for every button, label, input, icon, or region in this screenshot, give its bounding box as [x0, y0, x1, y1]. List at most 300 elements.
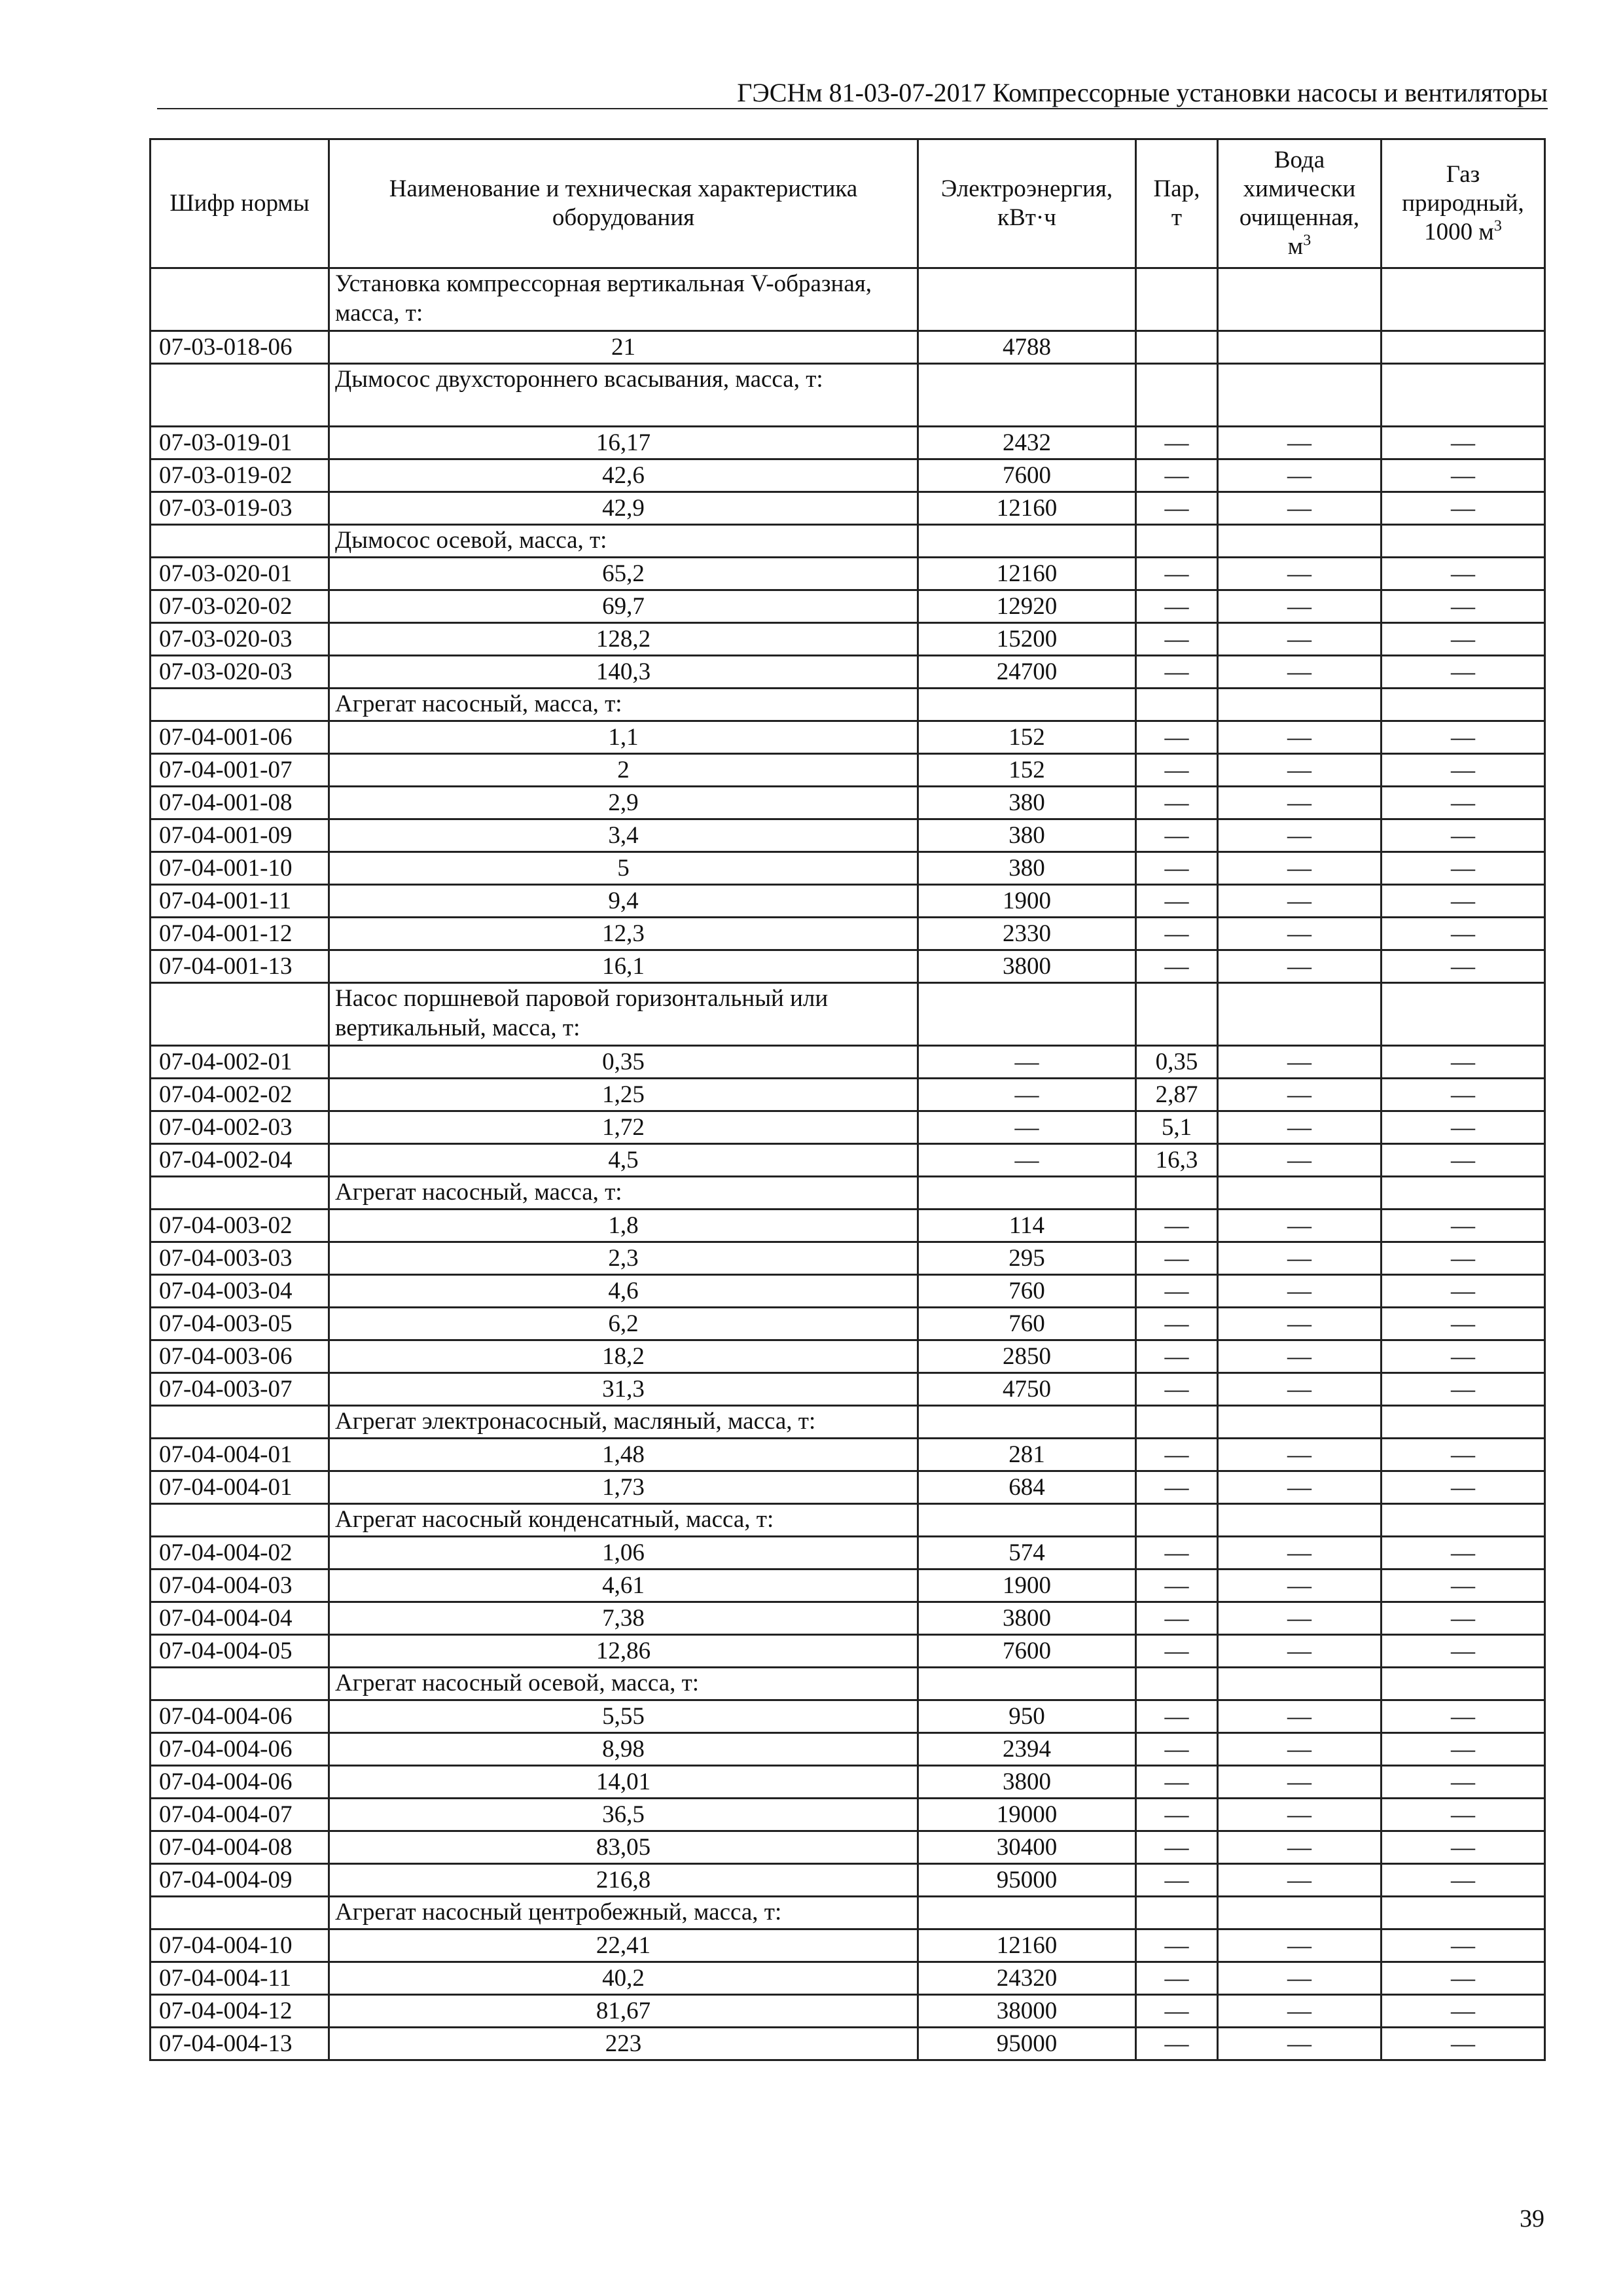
cell-code	[151, 689, 329, 721]
cell-water: —	[1218, 427, 1382, 459]
cell-mass: 3,4	[329, 819, 918, 852]
cell-mass: 1,06	[329, 1537, 918, 1570]
cell-water: —	[1218, 1602, 1382, 1635]
cell-steam: —	[1136, 1570, 1218, 1602]
cell-steam: —	[1136, 918, 1218, 950]
cell-water	[1218, 364, 1382, 427]
table-row	[151, 1373, 1545, 1406]
cell-mass: 12,86	[329, 1635, 918, 1668]
cell-power: 19000	[918, 1799, 1136, 1831]
cell-steam: —	[1136, 1995, 1218, 2028]
cell-steam: —	[1136, 1275, 1218, 1308]
cell-mass: 1,8	[329, 1210, 918, 1242]
section-title: Агрегат насосный, масса, т:	[329, 689, 918, 721]
table-row	[151, 1864, 1545, 1897]
cell-water: —	[1218, 1242, 1382, 1275]
cell-water: —	[1218, 1046, 1382, 1079]
cell-gas: —	[1382, 1700, 1545, 1733]
cell-mass: 18,2	[329, 1340, 918, 1373]
cell-water	[1218, 1668, 1382, 1700]
table-row	[151, 1766, 1545, 1799]
cell-steam: —	[1136, 1340, 1218, 1373]
cell-gas	[1382, 1177, 1545, 1210]
table-row	[151, 1570, 1545, 1602]
table-row	[151, 1962, 1545, 1995]
table-row	[151, 1831, 1545, 1864]
cell-mass: 83,05	[329, 1831, 918, 1864]
cell-gas: —	[1382, 1864, 1545, 1897]
cell-power: 38000	[918, 1995, 1136, 2028]
cell-steam: —	[1136, 492, 1218, 525]
cell-gas: —	[1382, 1471, 1545, 1504]
cell-mass: 9,4	[329, 885, 918, 918]
cell-mass: 216,8	[329, 1864, 918, 1897]
cell-code: 07-03-018-06	[151, 331, 329, 364]
cell-steam: —	[1136, 623, 1218, 656]
cell-steam: —	[1136, 950, 1218, 983]
cell-power	[918, 525, 1136, 558]
cell-water: —	[1218, 558, 1382, 590]
cell-mass: 65,2	[329, 558, 918, 590]
cell-steam: —	[1136, 590, 1218, 623]
cell-mass: 31,3	[329, 1373, 918, 1406]
section-title: Агрегат электронасосный, масляный, масса, т:	[329, 1406, 918, 1439]
cell-power: 4750	[918, 1373, 1136, 1406]
cell-power: 12160	[918, 492, 1136, 525]
cell-code: 07-04-004-02	[151, 1537, 329, 1570]
cell-gas	[1382, 983, 1545, 1046]
column-header-water: Вода химически очищенная, $м^3$	[1218, 139, 1382, 268]
cell-gas: —	[1382, 1210, 1545, 1242]
cell-water: —	[1218, 787, 1382, 819]
cell-steam: 16,3	[1136, 1144, 1218, 1177]
cell-power: 15200	[918, 623, 1136, 656]
cell-steam	[1136, 1897, 1218, 1929]
cell-gas	[1382, 364, 1545, 427]
cell-steam: —	[1136, 1373, 1218, 1406]
cell-water: —	[1218, 656, 1382, 689]
cell-gas: —	[1382, 558, 1545, 590]
cell-power: 684	[918, 1471, 1136, 1504]
cell-steam: —	[1136, 558, 1218, 590]
cell-water: —	[1218, 1308, 1382, 1340]
cell-steam: —	[1136, 787, 1218, 819]
cell-gas: —	[1382, 852, 1545, 885]
cell-mass: 5,55	[329, 1700, 918, 1733]
column-header-power: Электроэнергия, кВт·ч	[918, 139, 1136, 268]
cell-power: 3800	[918, 950, 1136, 983]
cell-mass: 69,7	[329, 590, 918, 623]
cell-power	[918, 1177, 1136, 1210]
cell-steam: 5,1	[1136, 1111, 1218, 1144]
cell-power: —	[918, 1144, 1136, 1177]
cell-water	[1218, 1897, 1382, 1929]
cell-power: 152	[918, 754, 1136, 787]
cell-code: 07-04-004-06	[151, 1766, 329, 1799]
cell-code: 07-04-001-08	[151, 787, 329, 819]
cell-code: 07-03-019-02	[151, 459, 329, 492]
cell-mass: 36,5	[329, 1799, 918, 1831]
cell-power: —	[918, 1046, 1136, 1079]
cell-mass: 5	[329, 852, 918, 885]
cell-code: 07-04-003-02	[151, 1210, 329, 1242]
cell-code: 07-04-004-01	[151, 1439, 329, 1471]
cell-mass: 128,2	[329, 623, 918, 656]
cell-steam	[1136, 983, 1218, 1046]
cell-gas	[1382, 689, 1545, 721]
page-number: 39	[1520, 2205, 1544, 2233]
cell-water: —	[1218, 1111, 1382, 1144]
cell-power: 380	[918, 819, 1136, 852]
cell-power: 1900	[918, 1570, 1136, 1602]
cell-water: —	[1218, 1079, 1382, 1111]
cell-steam	[1136, 1504, 1218, 1537]
cell-mass: 42,6	[329, 459, 918, 492]
column-header-name: Наименование и техническая характеристика оборудования	[329, 139, 918, 268]
cell-water: —	[1218, 1929, 1382, 1962]
cell-power: 2850	[918, 1340, 1136, 1373]
cell-gas: —	[1382, 1635, 1545, 1668]
cell-water: —	[1218, 950, 1382, 983]
table-row	[151, 492, 1545, 525]
cell-power	[918, 983, 1136, 1046]
table-row	[151, 819, 1545, 852]
cell-steam: —	[1136, 1962, 1218, 1995]
table-row	[151, 1635, 1545, 1668]
cell-code: 07-03-019-01	[151, 427, 329, 459]
cell-power: 24320	[918, 1962, 1136, 1995]
table-row	[151, 754, 1545, 787]
cell-power	[918, 689, 1136, 721]
cell-water	[1218, 689, 1382, 721]
cell-steam: —	[1136, 427, 1218, 459]
cell-code	[151, 525, 329, 558]
table-row	[151, 1929, 1545, 1962]
cell-code: 07-04-001-10	[151, 852, 329, 885]
cell-mass: 1,48	[329, 1439, 918, 1471]
cell-power: 30400	[918, 1831, 1136, 1864]
cell-water	[1218, 268, 1382, 331]
cell-code: 07-04-004-04	[151, 1602, 329, 1635]
cell-water: —	[1218, 754, 1382, 787]
cell-steam: —	[1136, 2028, 1218, 2060]
table-row	[151, 1439, 1545, 1471]
cell-steam: —	[1136, 1766, 1218, 1799]
cell-code	[151, 1897, 329, 1929]
section-row	[151, 268, 1545, 331]
cell-steam: —	[1136, 1733, 1218, 1766]
cell-gas: —	[1382, 1144, 1545, 1177]
cell-power: 1900	[918, 885, 1136, 918]
cell-water: —	[1218, 2028, 1382, 2060]
cell-code: 07-04-004-01	[151, 1471, 329, 1504]
cell-gas: —	[1382, 427, 1545, 459]
cell-steam	[1136, 689, 1218, 721]
section-row	[151, 1668, 1545, 1700]
cell-mass: 12,3	[329, 918, 918, 950]
table-row	[151, 1995, 1545, 2028]
cell-water: —	[1218, 852, 1382, 885]
cell-gas: —	[1382, 1537, 1545, 1570]
cell-water: —	[1218, 1144, 1382, 1177]
cell-water: —	[1218, 623, 1382, 656]
cell-gas	[1382, 1406, 1545, 1439]
cell-mass: 1,1	[329, 721, 918, 754]
cell-gas: —	[1382, 918, 1545, 950]
section-title: Насос поршневой паровой горизонтальный или вертикальный, масса, т:	[329, 983, 918, 1046]
cell-water	[1218, 1504, 1382, 1537]
cell-steam: —	[1136, 1308, 1218, 1340]
cell-power: 95000	[918, 2028, 1136, 2060]
cell-code	[151, 1177, 329, 1210]
table-row	[151, 1471, 1545, 1504]
cell-water: —	[1218, 1995, 1382, 2028]
section-row	[151, 1177, 1545, 1210]
table-row	[151, 1144, 1545, 1177]
cell-gas: —	[1382, 2028, 1545, 2060]
cell-power: 380	[918, 787, 1136, 819]
cell-power: 114	[918, 1210, 1136, 1242]
cell-mass: 4,5	[329, 1144, 918, 1177]
cell-gas: —	[1382, 1799, 1545, 1831]
cell-code: 07-04-002-01	[151, 1046, 329, 1079]
cell-steam: —	[1136, 1471, 1218, 1504]
table-row	[151, 787, 1545, 819]
cell-gas: —	[1382, 1079, 1545, 1111]
cell-steam: —	[1136, 1635, 1218, 1668]
cell-mass: 2,9	[329, 787, 918, 819]
cell-mass: 1,72	[329, 1111, 918, 1144]
cell-water: —	[1218, 885, 1382, 918]
cell-code: 07-04-003-05	[151, 1308, 329, 1340]
cell-steam	[1136, 1668, 1218, 1700]
cell-water: —	[1218, 721, 1382, 754]
table-row	[151, 721, 1545, 754]
cell-gas: —	[1382, 1602, 1545, 1635]
cell-code: 07-04-002-04	[151, 1144, 329, 1177]
cell-power	[918, 1406, 1136, 1439]
section-title: Дымосос двухстороннего всасывания, масса, т:	[329, 364, 918, 427]
cell-code: 07-04-001-13	[151, 950, 329, 983]
cell-power: 4788	[918, 331, 1136, 364]
table-row	[151, 459, 1545, 492]
cell-water: —	[1218, 1275, 1382, 1308]
cell-mass: 16,17	[329, 427, 918, 459]
cell-water: —	[1218, 918, 1382, 950]
cell-water: —	[1218, 1373, 1382, 1406]
table-row	[151, 427, 1545, 459]
cell-power: 281	[918, 1439, 1136, 1471]
cell-water: —	[1218, 590, 1382, 623]
cell-gas: —	[1382, 754, 1545, 787]
cell-water: —	[1218, 1570, 1382, 1602]
column-header-gas: Газ природный, 1000 $м^3$	[1382, 139, 1545, 268]
cell-water: —	[1218, 1962, 1382, 1995]
section-title: Агрегат насосный осевой, масса, т:	[329, 1668, 918, 1700]
cell-code: 07-03-020-01	[151, 558, 329, 590]
section-row	[151, 364, 1545, 427]
table-row	[151, 2028, 1545, 2060]
section-row	[151, 1897, 1545, 1929]
cell-mass: 81,67	[329, 1995, 918, 2028]
table-row	[151, 1275, 1545, 1308]
cell-water: —	[1218, 459, 1382, 492]
cell-code: 07-04-002-03	[151, 1111, 329, 1144]
cell-code: 07-04-004-11	[151, 1962, 329, 1995]
cell-gas: —	[1382, 1242, 1545, 1275]
cell-water: —	[1218, 1766, 1382, 1799]
table-row	[151, 1733, 1545, 1766]
cell-code: 07-03-019-03	[151, 492, 329, 525]
cell-power: 95000	[918, 1864, 1136, 1897]
cell-code: 07-04-004-13	[151, 2028, 329, 2060]
cell-gas: —	[1382, 1439, 1545, 1471]
cell-code: 07-04-004-07	[151, 1799, 329, 1831]
cell-gas: —	[1382, 1831, 1545, 1864]
cell-code	[151, 1504, 329, 1537]
cell-mass: 8,98	[329, 1733, 918, 1766]
cell-code: 07-04-004-03	[151, 1570, 329, 1602]
cell-water: —	[1218, 1210, 1382, 1242]
cell-code: 07-04-003-03	[151, 1242, 329, 1275]
cell-code: 07-03-020-03	[151, 656, 329, 689]
cell-code: 07-04-001-09	[151, 819, 329, 852]
cell-mass: 16,1	[329, 950, 918, 983]
cell-gas	[1382, 331, 1545, 364]
cell-steam	[1136, 1406, 1218, 1439]
cell-gas: —	[1382, 1340, 1545, 1373]
table-row	[151, 1079, 1545, 1111]
table-row	[151, 918, 1545, 950]
cell-water: —	[1218, 492, 1382, 525]
cell-steam	[1136, 525, 1218, 558]
table-row	[151, 1308, 1545, 1340]
section-row	[151, 689, 1545, 721]
cell-code: 07-04-001-12	[151, 918, 329, 950]
cell-steam	[1136, 331, 1218, 364]
cell-mass: 4,61	[329, 1570, 918, 1602]
cell-power: 3800	[918, 1602, 1136, 1635]
cell-code	[151, 268, 329, 331]
cell-power: 7600	[918, 459, 1136, 492]
cell-steam: —	[1136, 1242, 1218, 1275]
cell-mass: 1,73	[329, 1471, 918, 1504]
cell-gas: —	[1382, 1570, 1545, 1602]
cell-steam: —	[1136, 721, 1218, 754]
cell-gas	[1382, 1668, 1545, 1700]
cell-gas: —	[1382, 1111, 1545, 1144]
cell-code: 07-04-001-11	[151, 885, 329, 918]
cell-steam: —	[1136, 1602, 1218, 1635]
cell-power: 295	[918, 1242, 1136, 1275]
cell-steam: —	[1136, 1929, 1218, 1962]
cell-code: 07-04-003-06	[151, 1340, 329, 1373]
cell-mass: 22,41	[329, 1929, 918, 1962]
cell-gas: —	[1382, 1929, 1545, 1962]
table-header-row	[151, 139, 1545, 268]
cell-code: 07-04-004-06	[151, 1733, 329, 1766]
table-row	[151, 558, 1545, 590]
section-row	[151, 983, 1545, 1046]
table-row	[151, 885, 1545, 918]
cell-steam: —	[1136, 1210, 1218, 1242]
cell-water	[1218, 1406, 1382, 1439]
section-title: Дымосос осевой, масса, т:	[329, 525, 918, 558]
cell-steam	[1136, 268, 1218, 331]
cell-mass: 40,2	[329, 1962, 918, 1995]
cell-steam: —	[1136, 656, 1218, 689]
cell-steam: —	[1136, 754, 1218, 787]
cell-power: 3800	[918, 1766, 1136, 1799]
cell-code: 07-04-002-02	[151, 1079, 329, 1111]
cell-mass: 0,35	[329, 1046, 918, 1079]
cell-power	[918, 1897, 1136, 1929]
cell-code: 07-04-004-08	[151, 1831, 329, 1864]
section-row	[151, 525, 1545, 558]
cell-water	[1218, 983, 1382, 1046]
cell-gas: —	[1382, 1373, 1545, 1406]
cell-power: 760	[918, 1275, 1136, 1308]
cell-power	[918, 1668, 1136, 1700]
section-row	[151, 1406, 1545, 1439]
cell-mass: 2,3	[329, 1242, 918, 1275]
cell-gas: —	[1382, 1046, 1545, 1079]
section-title: Установка компрессорная вертикальная V-образная, масса, т:	[329, 268, 918, 331]
cell-power: —	[918, 1079, 1136, 1111]
norms-table	[149, 138, 1546, 2061]
cell-steam: 0,35	[1136, 1046, 1218, 1079]
cell-gas: —	[1382, 885, 1545, 918]
table-row	[151, 1340, 1545, 1373]
table-row	[151, 590, 1545, 623]
cell-steam: —	[1136, 819, 1218, 852]
cell-gas	[1382, 1504, 1545, 1537]
table-row	[151, 1602, 1545, 1635]
cell-steam	[1136, 1177, 1218, 1210]
section-title: Агрегат насосный центробежный, масса, т:	[329, 1897, 918, 1929]
cell-water: —	[1218, 1340, 1382, 1373]
cell-power: 2330	[918, 918, 1136, 950]
cell-power: 7600	[918, 1635, 1136, 1668]
cell-power: 12920	[918, 590, 1136, 623]
cell-steam: —	[1136, 459, 1218, 492]
cell-gas	[1382, 268, 1545, 331]
cell-water: —	[1218, 1864, 1382, 1897]
cell-steam: —	[1136, 885, 1218, 918]
cell-mass: 14,01	[329, 1766, 918, 1799]
cell-gas	[1382, 525, 1545, 558]
cell-power: 2394	[918, 1733, 1136, 1766]
table-row	[151, 852, 1545, 885]
cell-gas: —	[1382, 590, 1545, 623]
table-row	[151, 1700, 1545, 1733]
cell-steam: 2,87	[1136, 1079, 1218, 1111]
cell-water: —	[1218, 1799, 1382, 1831]
cell-power: 24700	[918, 656, 1136, 689]
cell-code	[151, 364, 329, 427]
cell-gas: —	[1382, 819, 1545, 852]
section-title: Агрегат насосный, масса, т:	[329, 1177, 918, 1210]
table-row	[151, 1210, 1545, 1242]
cell-power: 12160	[918, 558, 1136, 590]
page-header: ГЭСНм 81-03-07-2017 Компрессорные установки насосы и вентиляторы	[737, 78, 1548, 107]
cell-mass: 2	[329, 754, 918, 787]
cell-code	[151, 983, 329, 1046]
cell-water	[1218, 331, 1382, 364]
cell-code: 07-04-004-09	[151, 1864, 329, 1897]
table-row	[151, 950, 1545, 983]
cell-gas: —	[1382, 656, 1545, 689]
